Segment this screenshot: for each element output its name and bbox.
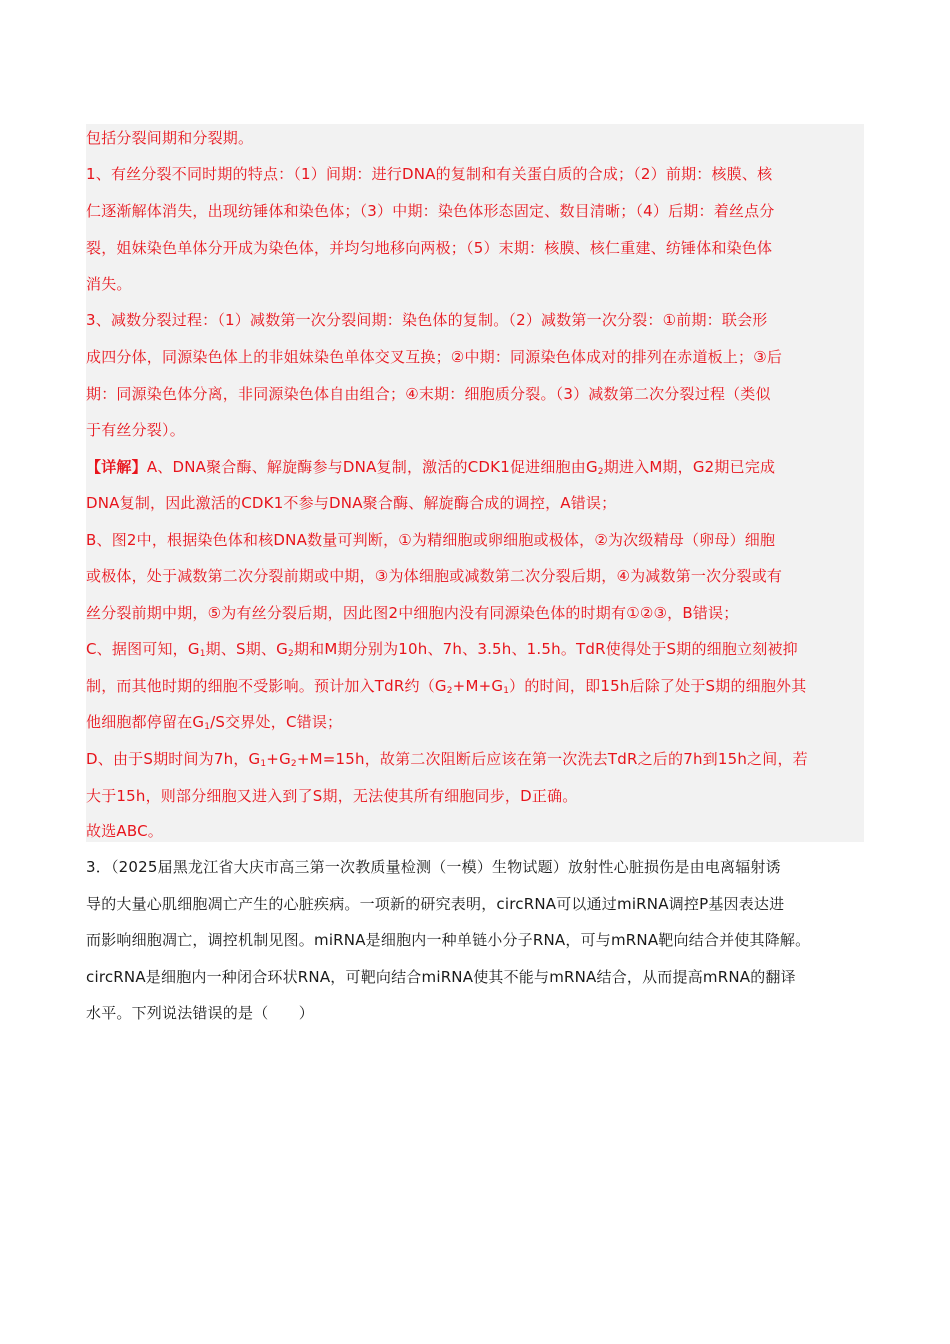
detail-a-line-1: 【详解】A、DNA聚合酶、解旋酶参与DNA复制，激活的CDK1促进细胞由$G_2$期进入M期，G2期已完成 (86, 458, 776, 477)
detail-c-line-1: C、据图可知，$G_1$期、S期、$G_2$期和M期分别为10h、7h、3.5h、1.5h。TdR使得处于S期的细胞立刻被抑 (86, 640, 798, 659)
question-3-line-1: 3．（2025届黑龙江省大庆市高三第一次教质量检测（一模）生物试题）放射性心脏损伤是由电离辐射诱 (86, 858, 781, 876)
detail-a-line-2: DNA复制，因此激活的CDK1不参与DNA聚合酶、解旋酶合成的调控，A错误； (86, 494, 617, 512)
conclusion: 故选ABC。 (86, 822, 163, 840)
mitosis-line-3: 裂，姐妹染色单体分开成为染色体，并均匀地移向两极；（5）末期：核膜、核仁重建、纺锤体和染色体 (86, 239, 773, 257)
detail-c-line-3: 他细胞都停留在$G_1/S$交界处，C错误； (86, 713, 343, 732)
analysis-intro: 包括分裂间期和分裂期。 (86, 129, 254, 147)
detail-label: 【详解】 (86, 458, 147, 476)
meiosis-line-1: 3、减数分裂过程：（1）减数第一次分裂间期：染色体的复制。（2）减数第一次分裂：①前期：联会形 (86, 311, 768, 329)
mitosis-line-1: 1、有丝分裂不同时期的特点：（1）间期：进行DNA的复制和有关蛋白质的合成；（2）前期：核膜、核 (86, 165, 773, 183)
detail-b-line-3: 丝分裂前期中期，⑤为有丝分裂后期，因此图2中细胞内没有同源染色体的时期有①②③，B错误； (86, 604, 739, 622)
detail-c-line-2: 制，而其他时期的细胞不受影响。预计加入TdR约$(G_2+M+G_1)$的时间，即15h后除了处于S期的细胞外其 (86, 677, 807, 696)
detail-d-line-2: 大于15h，则部分细胞又进入到了S期，无法使其所有细胞同步，D正确。 (86, 787, 578, 805)
question-3-line-3: 而影响细胞凋亡，调控机制见图。miRNA是细胞内一种单链小分子RNA，可与mRNA靶向结合并使其降解。 (86, 931, 811, 949)
question-3-line-5: 水平。下列说法错误的是（ ） (86, 1004, 315, 1022)
detail-d-line-1: D、由于S期时间为7h，$G_1+G_2+M=15h$，故第二次阻断后应该在第一次洗去TdR之后的7h到15h之间，若 (86, 750, 808, 769)
meiosis-line-3: 期：同源染色体分离，非同源染色体自由组合；④末期：细胞质分裂。（3）减数第二次分裂过程（类似 (86, 385, 771, 403)
meiosis-line-2: 成四分体，同源染色体上的非姐妹染色单体交叉互换；②中期：同源染色体成对的排列在赤道板上；③后 (86, 348, 783, 366)
question-3-line-4: circRNA是细胞内一种闭合环状RNA，可靶向结合miRNA使其不能与mRNA结合，从而提高mRNA的翻译 (86, 968, 796, 986)
detail-b-line-2: 或极体，处于减数第二次分裂前期或中期，③为体细胞或减数第二次分裂后期，④为减数第一次分裂或有 (86, 567, 783, 585)
mitosis-line-4: 消失。 (86, 275, 132, 293)
question-3-line-2: 导的大量心肌细胞凋亡产生的心脏疾病。一项新的研究表明，circRNA可以通过miRNA调控P基因表达进 (86, 895, 785, 913)
detail-b-line-1: B、图2中，根据染色体和核DNA数量可判断，①为精细胞或卵细胞或极体，②为次级精母（卵母）细胞 (86, 531, 776, 549)
mitosis-line-2: 仁逐渐解体消失，出现纺锤体和染色体；（3）中期：染色体形态固定、数目清晰；（4）后期：着丝点分 (86, 202, 775, 220)
answer-analysis-box (86, 124, 864, 842)
meiosis-line-4: 于有丝分裂）。 (86, 421, 185, 439)
